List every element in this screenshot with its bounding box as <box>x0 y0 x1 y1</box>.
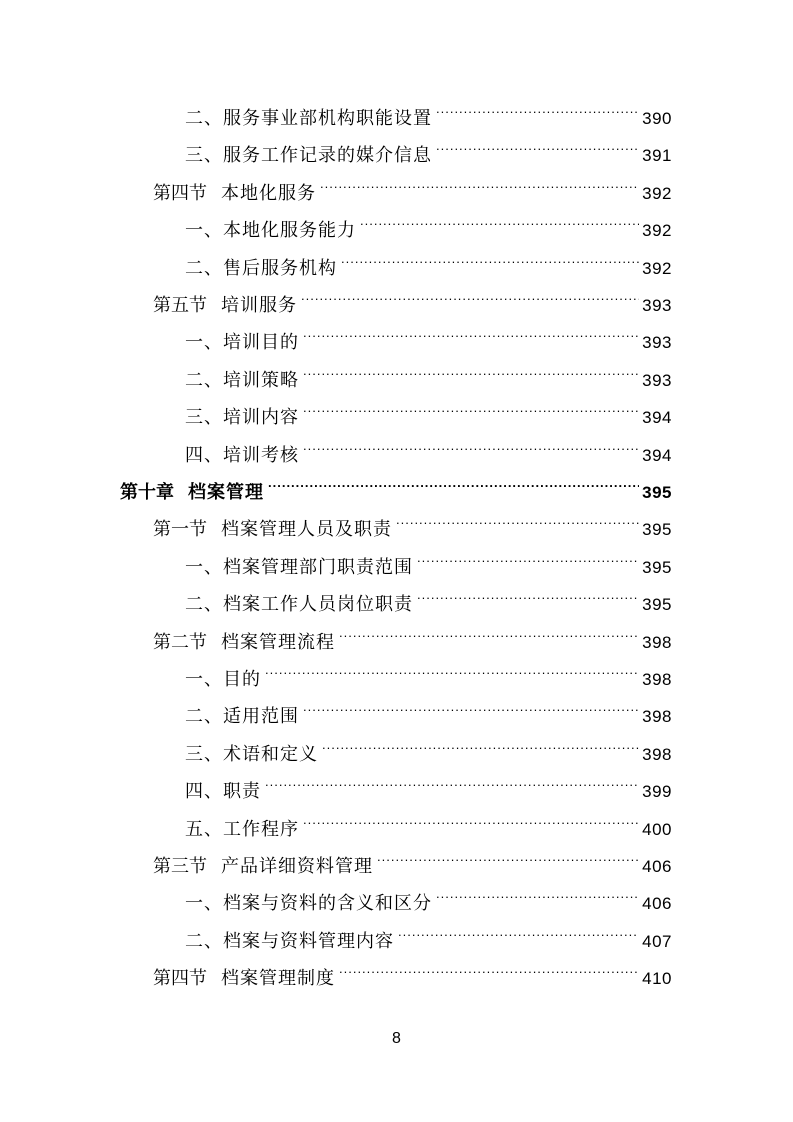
toc-dot-leader <box>303 399 639 436</box>
toc-page-number: 406 <box>642 857 672 876</box>
toc-subsection-entry[interactable] <box>185 661 672 698</box>
toc-entry-title: 三、培训内容 <box>185 407 299 429</box>
toc-dot-leader <box>303 362 639 399</box>
toc-entry-title: 三、服务工作记录的媒介信息 <box>185 145 432 167</box>
toc-entry-title: 一、本地化服务能力 <box>185 220 356 242</box>
toc-dot-leader <box>339 624 639 661</box>
toc-dot-leader <box>398 923 639 960</box>
toc-dot-leader <box>339 960 639 997</box>
toc-entry-title: 二、档案与资料管理内容 <box>185 930 394 952</box>
toc-dot-leader <box>320 175 639 212</box>
toc-entry-title: 二、培训策略 <box>185 369 299 391</box>
toc-entry-title: 档案管理人员及职责 <box>221 519 392 541</box>
toc-dot-leader <box>265 773 639 810</box>
toc-entry-title: 二、档案工作人员岗位职责 <box>185 594 413 616</box>
toc-dot-leader <box>417 586 639 623</box>
toc-subsection-entry[interactable] <box>185 212 672 249</box>
toc-page-number: 407 <box>642 931 672 951</box>
toc-subsection-entry[interactable] <box>185 923 672 960</box>
toc-page-number: 394 <box>642 445 672 465</box>
toc-page-number: 392 <box>642 221 672 241</box>
toc-subsection-entry[interactable] <box>185 250 672 287</box>
toc-page-number: 395 <box>642 557 672 577</box>
toc-page-number: 392 <box>642 258 672 278</box>
toc-entry-title: 一、档案管理部门职责范围 <box>185 556 413 578</box>
toc-subsection-entry[interactable] <box>185 549 672 586</box>
toc-dot-leader <box>341 250 639 287</box>
toc-entry-title: 本地化服务 <box>221 182 316 204</box>
toc-chapter-entry[interactable] <box>120 474 672 511</box>
toc-section-entry[interactable] <box>153 624 672 661</box>
toc-page-number: 400 <box>642 819 672 839</box>
toc-entry-title: 二、服务事业部机构职能设置 <box>185 108 432 129</box>
toc-page-number: 395 <box>642 520 672 540</box>
toc-section-entry[interactable] <box>153 511 672 548</box>
toc-section-entry[interactable] <box>153 287 672 324</box>
toc-page-number: 406 <box>642 894 672 914</box>
toc-dot-leader <box>303 437 639 474</box>
toc-entry-label: 第一节 <box>153 519 207 541</box>
toc-page-number: 399 <box>642 782 672 802</box>
toc-dot-leader <box>303 698 639 735</box>
toc-entry-title: 档案管理流程 <box>221 631 335 653</box>
toc-entry-label: 第五节 <box>153 295 207 316</box>
toc-entry-label: 第三节 <box>153 856 207 877</box>
toc-entry-title: 二、售后服务机构 <box>185 257 337 279</box>
toc-page-number: 395 <box>642 595 672 615</box>
toc-subsection-entry[interactable] <box>185 773 672 810</box>
toc-page-number: 398 <box>642 670 672 689</box>
toc-entry-title: 产品详细资料管理 <box>221 856 373 877</box>
toc-page-number: 390 <box>642 109 672 128</box>
toc-entry-title: 一、培训目的 <box>185 332 299 354</box>
toc-subsection-entry[interactable] <box>185 362 672 399</box>
toc-dot-leader <box>322 736 639 773</box>
toc-page-number: 391 <box>642 146 672 166</box>
toc-dot-leader <box>303 324 639 361</box>
toc-entry-label: 第十章 <box>120 482 174 503</box>
toc-dot-leader <box>417 549 639 586</box>
toc-subsection-entry[interactable] <box>185 736 672 773</box>
toc-dot-leader <box>303 811 639 848</box>
toc-page-number: 393 <box>642 370 672 390</box>
toc-entry-title: 档案管理 <box>188 482 264 503</box>
toc-dot-leader <box>265 661 639 698</box>
toc-dot-leader <box>301 287 639 324</box>
toc-entry-title: 三、术语和定义 <box>185 743 318 765</box>
toc-section-entry[interactable] <box>153 175 672 212</box>
toc-subsection-entry[interactable] <box>185 811 672 848</box>
toc-entry-title: 一、档案与资料的含义和区分 <box>185 893 432 915</box>
toc-entry-title: 四、培训考核 <box>185 444 299 466</box>
toc-page-number: 398 <box>642 707 672 727</box>
toc-entry-label: 第四节 <box>153 968 207 990</box>
toc-subsection-entry[interactable] <box>185 399 672 436</box>
toc-entry-label: 第二节 <box>153 631 207 653</box>
toc-entry-title: 一、目的 <box>185 669 261 690</box>
toc-page-number: 398 <box>642 744 672 764</box>
toc-dot-leader <box>396 511 639 548</box>
toc-dot-leader <box>377 848 639 885</box>
toc-page-number: 410 <box>642 969 672 989</box>
toc-entry-title: 四、职责 <box>185 781 261 803</box>
toc-entry-label: 第四节 <box>153 182 207 204</box>
toc-entry-title: 二、适用范围 <box>185 706 299 728</box>
toc-dot-leader <box>436 137 639 174</box>
toc-dot-leader <box>436 885 639 922</box>
toc-page-number: 395 <box>642 483 672 502</box>
toc-subsection-entry[interactable] <box>185 437 672 474</box>
toc-subsection-entry[interactable] <box>185 698 672 735</box>
toc-subsection-entry[interactable] <box>185 100 672 137</box>
toc-subsection-entry[interactable] <box>185 324 672 361</box>
toc-entry-title: 五、工作程序 <box>185 818 299 840</box>
toc-dot-leader <box>360 212 639 249</box>
toc-subsection-entry[interactable] <box>185 137 672 174</box>
toc-subsection-entry[interactable] <box>185 885 672 922</box>
toc-page-number: 393 <box>642 296 672 315</box>
toc-page-number: 392 <box>642 183 672 203</box>
toc-page-number: 393 <box>642 333 672 353</box>
toc-page-number: 394 <box>642 408 672 428</box>
toc-section-entry[interactable] <box>153 848 672 885</box>
toc-section-entry[interactable] <box>153 960 672 997</box>
toc-entry-title: 培训服务 <box>221 295 297 316</box>
toc-dot-leader <box>436 100 639 137</box>
page-number: 8 <box>392 1030 401 1047</box>
toc-subsection-entry[interactable] <box>185 586 672 623</box>
toc-dot-leader <box>268 474 639 511</box>
toc-entry-title: 档案管理制度 <box>221 968 335 990</box>
toc-page-number: 398 <box>642 632 672 652</box>
